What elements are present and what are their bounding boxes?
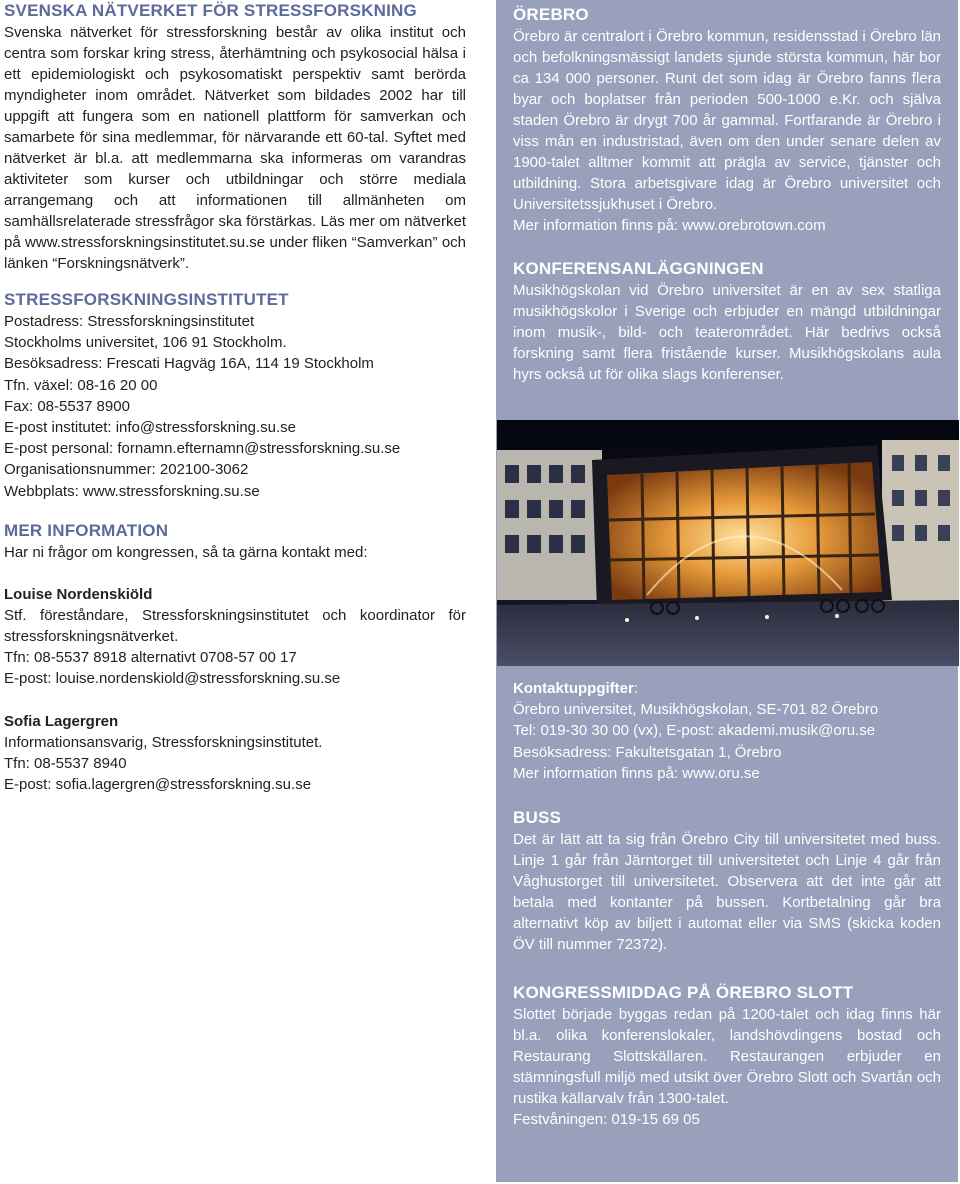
left-column xyxy=(4,0,466,795)
contact-name: Louise Nordenskiöld xyxy=(4,586,153,604)
institute-line: Tfn. växel: 08-16 20 00 xyxy=(4,376,158,394)
contact-line: Besöksadress: Fakultetsgatan 1, Örebro xyxy=(513,743,782,761)
more-info-intro: Har ni frågor om kongressen, så ta gärna kontakt med: xyxy=(4,543,368,561)
institute-line: Besöksadress: Frescati Hagväg 16A, 114 19 Stockholm xyxy=(4,355,374,373)
contact-phone: Tfn: 08-5537 8940 xyxy=(4,755,127,773)
network-heading: SVENSKA NÄTVERKET FÖR STRESSFORSKNING xyxy=(4,1,417,20)
orebro-section xyxy=(496,4,958,385)
contact-email: E-post: sofia.lagergren@stressforskning.su.se xyxy=(4,776,312,794)
venue-body: Musikhögskolan vid Örebro universitet är en av sex statliga musikhögskolor i Sverige och erbjuder en mängd utbildningar inom musik-, bild- och teaterområdet. Här bedrivs också forskning samt flera fristående kurser. Musikhögskolans aula hyrs också ut för olika slags konferenser. xyxy=(513,282,941,384)
contact-email: E-post: louise.nordenskiold@stressforskning.su.se xyxy=(4,670,341,688)
institute-line: Stockholms universitet, 106 91 Stockholm. xyxy=(4,334,287,352)
contact-name: Sofia Lagergren xyxy=(4,712,119,730)
contact-label: Kontaktuppgifter xyxy=(513,680,634,697)
network-body: Svenska nätverket för stressforskning består av olika institut och centra som forskar kring stress, återhämtning och psykosocial hälsa i ett epidemiologiskt och psykosomatiskt perspektiv samt berörda myndigheter inom området. Nätverket som bildades 2002 har till uppgift att fungera som en nationell plattform för samverkan och samarbete för sina medlemmar, för närvarande ett 60-tal. Syftet med nätverket är bl.a. att medlemmarna ska informeras om varandras aktiviteter som kurser och utbildningar och större mediala arrangemang och att informationen till allmänheten om samhällsrelaterade stressfrågor ska förstärkas. Läs mer om nätverket på www.stressforskningsinstitutet.su.se under fliken “Samverkan” och länken “Forskningsnätverk”. xyxy=(4,24,466,272)
contact-person xyxy=(4,584,466,690)
institute-line: Organisationsnummer: 202100-3062 xyxy=(4,461,249,479)
dinner-body: Slottet började byggas redan på 1200-talet och idag finns här bl.a. olika konferenslokaler, landshövdingens bostad och Restaurang Slottskällaren. Restaurangen erbjuder en stämningsfull miljö med utsikt över Örebro Slott och Svartån och rustika källarvalv från 1300-talet. xyxy=(513,1006,941,1108)
contact-section xyxy=(496,678,958,1130)
orebro-more-info: Mer information finns på: www.orebrotown.com xyxy=(513,217,826,234)
institute-address xyxy=(4,311,466,502)
institute-line: E-post institutet: info@stressforskning.su.se xyxy=(4,419,297,437)
orebro-heading: ÖREBRO xyxy=(513,5,589,24)
more-info-heading: MER INFORMATION xyxy=(4,520,169,540)
contact-label-line: Kontaktuppgifter: xyxy=(513,680,638,697)
institute-heading: STRESSFORSKNINGSINSTITUTET xyxy=(4,290,289,309)
institute-line: Fax: 08-5537 8900 xyxy=(4,397,130,415)
institute-line: Postadress: Stressforskningsinstitutet xyxy=(4,313,255,330)
orebro-body: Örebro är centralort i Örebro kommun, residensstad i Örebro län och befolkningsmässigt landets sjunde största kommun, här bor ca 134 000 personer. Runt det som idag är Örebro fanns flera byar och boplatser från perioden 500-1000 e.Kr. och själva staden Örebro är drygt 700 år gammal. Fortfarande är Örebro i viss mån en industristad, även om den under senare delen av 1900-talet alltmer kommit att prägla av service, tjänster och utbildning. Stora arbetsgivare idag är Örebro universitet och Universitetssjukhuset i Örebro. xyxy=(513,28,941,213)
contact-phone: Tfn: 08-5537 8918 alternativt 0708-57 00 17 xyxy=(4,649,297,667)
contact-role: Stf. föreståndare, Stressforskningsinstitutet och koordinator för stressforskningsnätverket. xyxy=(4,607,466,646)
contact-line: Örebro universitet, Musikhögskolan, SE-701 82 Örebro xyxy=(513,701,879,719)
dinner-phone: Festvåningen: 019-15 69 05 xyxy=(513,1111,700,1129)
dinner-heading: KONGRESSMIDDAG PÅ ÖREBRO SLOTT xyxy=(513,983,854,1003)
concert-hall-illustration xyxy=(497,420,959,666)
contact-line: Tel: 019-30 30 00 (vx), E-post: akademi.musik@oru.se xyxy=(513,722,876,740)
bus-heading: BUSS xyxy=(513,808,562,828)
venue-heading: KONFERENSANLÄGGNINGEN xyxy=(513,259,764,279)
contact-person xyxy=(4,711,466,796)
institute-line: Webbplats: www.stressforskning.su.se xyxy=(4,482,260,500)
contact-role: Informationsansvarig, Stressforskningsinstitutet. xyxy=(4,733,323,751)
institute-line: E-post personal: fornamn.efternamn@stressforskning.su.se xyxy=(4,440,401,458)
bus-body: Det är lätt att ta sig från Örebro City till universitetet med buss. Linje 1 går från Järntorget till universitetet och Linje 4 går från Våghustorget till universitetet. Observera att det inte går att betala med kontanter på bussen. Kortbetalning går bra alternativt köp av biljett i automat eller via SMS (skicka koden ÖV till nummer 72372). xyxy=(513,831,941,954)
contact-line: Mer information finns på: www.oru.se xyxy=(513,764,760,782)
concert-hall-photo xyxy=(497,420,959,666)
info-panel xyxy=(496,0,958,1182)
